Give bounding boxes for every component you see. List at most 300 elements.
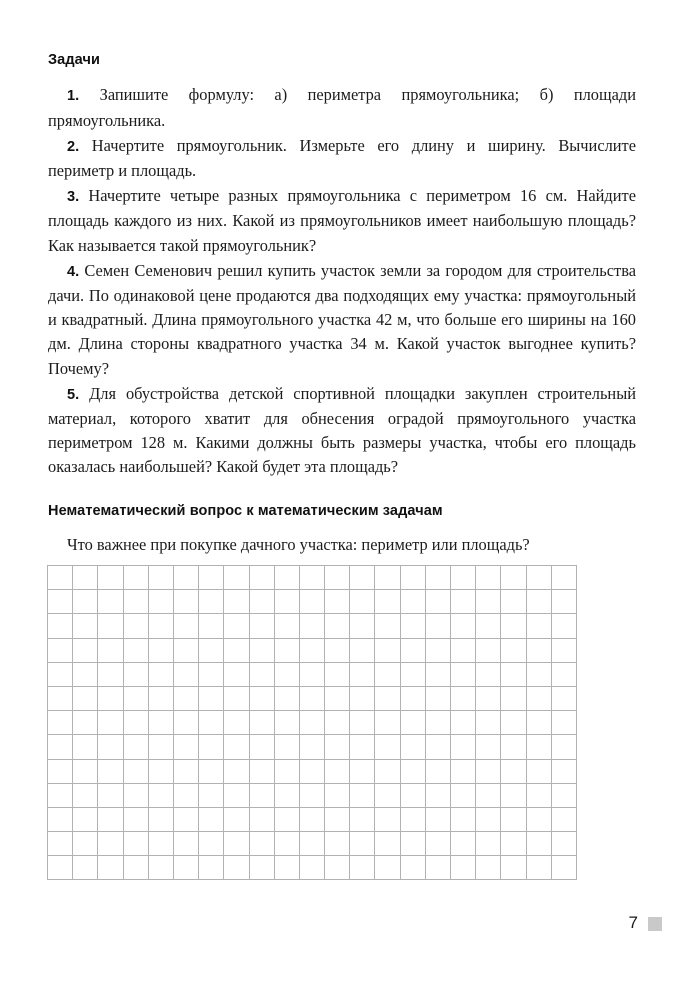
grid-cell[interactable]	[400, 711, 425, 735]
grid-cell[interactable]	[425, 566, 450, 590]
grid-cell[interactable]	[73, 807, 98, 831]
grid-cell[interactable]	[551, 759, 576, 783]
grid-cell[interactable]	[73, 590, 98, 614]
grid-cell[interactable]	[199, 614, 224, 638]
grid-cell[interactable]	[123, 856, 148, 880]
grid-cell[interactable]	[173, 711, 198, 735]
grid-cell[interactable]	[476, 856, 501, 880]
grid-cell[interactable]	[325, 832, 350, 856]
grid-cell[interactable]	[148, 856, 173, 880]
grid-cell[interactable]	[224, 686, 249, 710]
grid-cell[interactable]	[123, 590, 148, 614]
grid-cell[interactable]	[526, 735, 551, 759]
grid-cell[interactable]	[526, 590, 551, 614]
grid-cell[interactable]	[249, 711, 274, 735]
grid-cell[interactable]	[476, 807, 501, 831]
grid-cell[interactable]	[425, 807, 450, 831]
grid-cell[interactable]	[274, 614, 299, 638]
grid-cell[interactable]	[148, 735, 173, 759]
grid-row	[48, 614, 577, 638]
grid-cell[interactable]	[123, 807, 148, 831]
grid-cell[interactable]	[350, 711, 375, 735]
grid-cell[interactable]	[98, 566, 123, 590]
grid-cell[interactable]	[501, 686, 526, 710]
grid-cell[interactable]	[325, 783, 350, 807]
grid-cell[interactable]	[325, 614, 350, 638]
grid-cell[interactable]	[173, 686, 198, 710]
grid-cell[interactable]	[451, 566, 476, 590]
grid-cell[interactable]	[375, 783, 400, 807]
grid-cell[interactable]	[501, 735, 526, 759]
grid-cell[interactable]	[375, 566, 400, 590]
grid-cell[interactable]	[526, 711, 551, 735]
grid-cell[interactable]	[224, 735, 249, 759]
grid-cell[interactable]	[48, 856, 73, 880]
grid-cell[interactable]	[350, 856, 375, 880]
grid-cell[interactable]	[199, 686, 224, 710]
grid-row	[48, 590, 577, 614]
grid-cell[interactable]	[400, 686, 425, 710]
grid-cell[interactable]	[98, 807, 123, 831]
grid-cell[interactable]	[249, 638, 274, 662]
grid-cell[interactable]	[173, 735, 198, 759]
grid-cell[interactable]	[425, 638, 450, 662]
grid-cell[interactable]	[274, 711, 299, 735]
grid-cell[interactable]	[48, 662, 73, 686]
grid-cell[interactable]	[299, 566, 324, 590]
page-number: 7	[628, 913, 638, 932]
grid-cell[interactable]	[501, 711, 526, 735]
grid-cell[interactable]	[48, 832, 73, 856]
grid-cell[interactable]	[451, 807, 476, 831]
grid-cell[interactable]	[199, 856, 224, 880]
grid-cell[interactable]	[173, 638, 198, 662]
grid-cell[interactable]	[350, 614, 375, 638]
grid-cell[interactable]	[425, 735, 450, 759]
grid-cell[interactable]	[551, 590, 576, 614]
grid-cell[interactable]	[148, 638, 173, 662]
grid-cell[interactable]	[98, 590, 123, 614]
grid-cell[interactable]	[476, 759, 501, 783]
grid-cell[interactable]	[98, 686, 123, 710]
grid-cell[interactable]	[526, 783, 551, 807]
grid-cell[interactable]	[73, 856, 98, 880]
grid-cell[interactable]	[199, 566, 224, 590]
grid-cell[interactable]	[98, 759, 123, 783]
grid-cell[interactable]	[199, 735, 224, 759]
grid-row	[48, 735, 577, 759]
grid-cell[interactable]	[249, 566, 274, 590]
grid-cell[interactable]	[249, 807, 274, 831]
grid-cell[interactable]	[299, 590, 324, 614]
grid-cell[interactable]	[123, 566, 148, 590]
grid-cell[interactable]	[73, 759, 98, 783]
grid-row	[48, 662, 577, 686]
problem-number: 2.	[67, 138, 80, 155]
grid-cell[interactable]	[299, 807, 324, 831]
grid-cell[interactable]	[551, 566, 576, 590]
grid-row	[48, 638, 577, 662]
grid-cell[interactable]	[299, 832, 324, 856]
grid-cell[interactable]	[173, 856, 198, 880]
grid-cell[interactable]	[476, 590, 501, 614]
grid-cell[interactable]	[148, 711, 173, 735]
content-column	[48, 52, 636, 557]
grid-cell[interactable]	[148, 686, 173, 710]
grid-cell[interactable]	[73, 783, 98, 807]
grid-cell[interactable]	[123, 686, 148, 710]
grid-row	[48, 566, 577, 590]
grid-cell[interactable]	[501, 566, 526, 590]
grid-cell[interactable]	[224, 566, 249, 590]
grid-cell[interactable]	[375, 638, 400, 662]
grid-cell[interactable]	[98, 783, 123, 807]
grid-cell[interactable]	[299, 686, 324, 710]
grid-cell[interactable]	[98, 856, 123, 880]
grid-cell[interactable]	[526, 614, 551, 638]
grid-cell[interactable]	[350, 735, 375, 759]
grid-cell[interactable]	[476, 686, 501, 710]
grid-cell[interactable]	[73, 614, 98, 638]
grid-cell[interactable]	[274, 590, 299, 614]
grid-cell[interactable]	[73, 711, 98, 735]
grid-cell[interactable]	[375, 662, 400, 686]
grid-cell[interactable]	[199, 807, 224, 831]
grid-cell[interactable]	[148, 662, 173, 686]
grid-cell[interactable]	[350, 686, 375, 710]
grid-cell[interactable]	[325, 566, 350, 590]
grid-cell[interactable]	[249, 614, 274, 638]
grid-cell[interactable]	[48, 638, 73, 662]
grid-cell[interactable]	[451, 614, 476, 638]
grid-cell[interactable]	[98, 711, 123, 735]
grid-cell[interactable]	[375, 832, 400, 856]
grid-cell[interactable]	[551, 807, 576, 831]
grid-cell[interactable]	[325, 735, 350, 759]
grid-cell[interactable]	[199, 638, 224, 662]
grid-cell[interactable]	[98, 638, 123, 662]
grid-cell[interactable]	[375, 759, 400, 783]
grid-cell[interactable]	[476, 638, 501, 662]
grid-cell[interactable]	[173, 832, 198, 856]
grid-cell[interactable]	[375, 735, 400, 759]
grid-cell[interactable]	[501, 662, 526, 686]
grid-cell[interactable]	[501, 856, 526, 880]
grid-row	[48, 711, 577, 735]
grid-cell[interactable]	[501, 783, 526, 807]
grid-row	[48, 856, 577, 880]
grid-cell[interactable]	[123, 638, 148, 662]
grid-cell[interactable]	[299, 638, 324, 662]
grid-cell[interactable]	[375, 711, 400, 735]
grid-cell[interactable]	[526, 807, 551, 831]
grid-cell[interactable]	[274, 662, 299, 686]
grid-cell[interactable]	[325, 662, 350, 686]
grid-cell[interactable]	[224, 856, 249, 880]
grid-cell[interactable]	[199, 662, 224, 686]
problem-item	[48, 83, 636, 132]
grid-cell[interactable]	[148, 807, 173, 831]
grid-cell[interactable]	[551, 832, 576, 856]
grid-cell[interactable]	[425, 856, 450, 880]
grid-cell[interactable]	[451, 686, 476, 710]
grid-cell[interactable]	[400, 807, 425, 831]
grid-table	[47, 565, 577, 880]
grid-cell[interactable]	[400, 638, 425, 662]
grid-cell[interactable]	[425, 662, 450, 686]
grid-cell[interactable]	[299, 735, 324, 759]
grid-cell[interactable]	[148, 783, 173, 807]
problem-text: Начертите четыре разных прямоугольника с периметром 16 см. Найдите площадь каждого из них. Какой из прямоугольников имеет наибольшую площадь? Как называется такой прямоугольник?	[48, 186, 636, 255]
grid-cell[interactable]	[451, 662, 476, 686]
grid-cell[interactable]	[375, 856, 400, 880]
grid-cell[interactable]	[249, 856, 274, 880]
grid-cell[interactable]	[249, 832, 274, 856]
grid-cell[interactable]	[551, 783, 576, 807]
grid-cell[interactable]	[173, 614, 198, 638]
grid-cell[interactable]	[48, 566, 73, 590]
grid-cell[interactable]	[350, 590, 375, 614]
grid-cell[interactable]	[451, 856, 476, 880]
grid-cell[interactable]	[350, 566, 375, 590]
grid-cell[interactable]	[48, 807, 73, 831]
grid-cell[interactable]	[451, 832, 476, 856]
grid-cell[interactable]	[350, 759, 375, 783]
grid-cell[interactable]	[224, 711, 249, 735]
grid-cell[interactable]	[526, 759, 551, 783]
grid-cell[interactable]	[400, 590, 425, 614]
grid-cell[interactable]	[224, 807, 249, 831]
grid-cell[interactable]	[274, 759, 299, 783]
grid-cell[interactable]	[274, 807, 299, 831]
grid-cell[interactable]	[350, 662, 375, 686]
grid-cell[interactable]	[501, 638, 526, 662]
grid-cell[interactable]	[148, 590, 173, 614]
grid-cell[interactable]	[224, 832, 249, 856]
section-spacer	[48, 481, 636, 503]
grid-cell[interactable]	[48, 711, 73, 735]
grid-cell[interactable]	[98, 735, 123, 759]
grid-cell[interactable]	[476, 566, 501, 590]
grid-cell[interactable]	[274, 783, 299, 807]
grid-cell[interactable]	[350, 783, 375, 807]
problem-item	[48, 382, 636, 480]
grid-cell[interactable]	[199, 783, 224, 807]
grid-cell[interactable]	[173, 759, 198, 783]
grid-body	[48, 566, 577, 880]
exercise-grid	[47, 565, 577, 880]
problem-item	[48, 184, 636, 258]
grid-cell[interactable]	[173, 783, 198, 807]
grid-cell[interactable]	[451, 759, 476, 783]
grid-cell[interactable]	[425, 832, 450, 856]
grid-cell[interactable]	[400, 832, 425, 856]
grid-cell[interactable]	[148, 832, 173, 856]
grid-cell[interactable]	[249, 735, 274, 759]
grid-cell[interactable]	[325, 759, 350, 783]
grid-cell[interactable]	[199, 590, 224, 614]
grid-cell[interactable]	[73, 566, 98, 590]
grid-cell[interactable]	[123, 783, 148, 807]
grid-cell[interactable]	[501, 759, 526, 783]
grid-cell[interactable]	[400, 662, 425, 686]
grid-row	[48, 759, 577, 783]
grid-cell[interactable]	[299, 759, 324, 783]
grid-cell[interactable]	[73, 686, 98, 710]
grid-cell[interactable]	[551, 735, 576, 759]
grid-cell[interactable]	[375, 807, 400, 831]
grid-cell[interactable]	[425, 783, 450, 807]
grid-cell[interactable]	[98, 614, 123, 638]
grid-cell[interactable]	[299, 662, 324, 686]
grid-cell[interactable]	[501, 807, 526, 831]
grid-cell[interactable]	[375, 590, 400, 614]
grid-cell[interactable]	[400, 614, 425, 638]
grid-cell[interactable]	[425, 686, 450, 710]
grid-cell[interactable]	[501, 832, 526, 856]
grid-cell[interactable]	[73, 662, 98, 686]
grid-cell[interactable]	[501, 614, 526, 638]
grid-cell[interactable]	[299, 614, 324, 638]
grid-cell[interactable]	[526, 662, 551, 686]
grid-cell[interactable]	[98, 832, 123, 856]
grid-cell[interactable]	[224, 783, 249, 807]
grid-cell[interactable]	[148, 759, 173, 783]
problem-text: Семен Семенович решил купить участок земли за городом для строительства дачи. По одинаковой цене продаются два подходящих ему участка: прямоугольный и квадратный. Длина прямоугольного участка 42 м, что больше его ширины на 160 дм. Длина стороны квадратного участка 34 м. Какой участок выгоднее купить? Почему?	[48, 260, 636, 378]
grid-cell[interactable]	[224, 759, 249, 783]
nonmath-question-text: Что важнее при покупке дачного участка: периметр или площадь?	[67, 535, 530, 555]
grid-cell[interactable]	[148, 614, 173, 638]
grid-cell[interactable]	[325, 590, 350, 614]
grid-cell[interactable]	[476, 783, 501, 807]
grid-cell[interactable]	[551, 711, 576, 735]
grid-cell[interactable]	[400, 783, 425, 807]
grid-cell[interactable]	[48, 783, 73, 807]
grid-cell[interactable]	[48, 686, 73, 710]
grid-cell[interactable]	[350, 807, 375, 831]
grid-cell[interactable]	[526, 566, 551, 590]
grid-cell[interactable]	[274, 856, 299, 880]
grid-cell[interactable]	[48, 614, 73, 638]
grid-cell[interactable]	[73, 735, 98, 759]
grid-cell[interactable]	[325, 711, 350, 735]
grid-cell[interactable]	[98, 662, 123, 686]
grid-cell[interactable]	[249, 662, 274, 686]
grid-cell[interactable]	[249, 590, 274, 614]
problem-item	[48, 134, 636, 183]
grid-cell[interactable]	[451, 783, 476, 807]
grid-cell[interactable]	[400, 735, 425, 759]
grid-cell[interactable]	[551, 686, 576, 710]
grid-cell[interactable]	[274, 638, 299, 662]
grid-cell[interactable]	[249, 759, 274, 783]
problem-text: Начертите прямоугольник. Измерьте его длину и ширину. Вычислите периметр и площадь.	[48, 135, 636, 180]
grid-cell[interactable]	[425, 590, 450, 614]
grid-cell[interactable]	[173, 590, 198, 614]
grid-cell[interactable]	[501, 590, 526, 614]
grid-cell[interactable]	[123, 735, 148, 759]
page-footer	[0, 912, 700, 942]
grid-cell[interactable]	[123, 759, 148, 783]
grid-cell[interactable]	[400, 759, 425, 783]
grid-cell[interactable]	[375, 614, 400, 638]
grid-cell[interactable]	[551, 614, 576, 638]
grid-cell[interactable]	[274, 686, 299, 710]
grid-cell[interactable]	[325, 638, 350, 662]
grid-cell[interactable]	[350, 638, 375, 662]
grid-cell[interactable]	[73, 832, 98, 856]
grid-cell[interactable]	[148, 566, 173, 590]
grid-cell[interactable]	[224, 638, 249, 662]
grid-cell[interactable]	[526, 686, 551, 710]
problem-text: Для обустройства детской спортивной площадки закуплен строительный материал, которого хватит для обнесения оградой прямоугольного участка периметром 128 м. Какими должны быть размеры участка, чтобы его площадь оказалась наибольшей? Какой будет эта площадь?	[48, 383, 636, 477]
grid-cell[interactable]	[73, 638, 98, 662]
grid-cell[interactable]	[476, 735, 501, 759]
grid-cell[interactable]	[526, 856, 551, 880]
grid-cell[interactable]	[249, 686, 274, 710]
grid-cell[interactable]	[199, 832, 224, 856]
grid-cell[interactable]	[123, 614, 148, 638]
grid-cell[interactable]	[375, 686, 400, 710]
grid-cell[interactable]	[451, 711, 476, 735]
grid-cell[interactable]	[274, 832, 299, 856]
grid-cell[interactable]	[476, 614, 501, 638]
grid-cell[interactable]	[224, 614, 249, 638]
grid-cell[interactable]	[325, 686, 350, 710]
grid-cell[interactable]	[224, 662, 249, 686]
grid-cell[interactable]	[526, 832, 551, 856]
grid-cell[interactable]	[476, 711, 501, 735]
grid-cell[interactable]	[249, 783, 274, 807]
grid-cell[interactable]	[551, 662, 576, 686]
grid-cell[interactable]	[451, 638, 476, 662]
grid-cell[interactable]	[299, 711, 324, 735]
grid-cell[interactable]	[173, 566, 198, 590]
grid-cell[interactable]	[48, 735, 73, 759]
grid-cell[interactable]	[425, 711, 450, 735]
grid-cell[interactable]	[123, 711, 148, 735]
grid-cell[interactable]	[299, 856, 324, 880]
grid-cell[interactable]	[425, 759, 450, 783]
grid-cell[interactable]	[551, 638, 576, 662]
grid-cell[interactable]	[551, 856, 576, 880]
grid-cell[interactable]	[325, 807, 350, 831]
grid-cell[interactable]	[173, 662, 198, 686]
grid-cell[interactable]	[350, 832, 375, 856]
grid-cell[interactable]	[325, 856, 350, 880]
grid-cell[interactable]	[123, 832, 148, 856]
grid-cell[interactable]	[173, 807, 198, 831]
grid-cell[interactable]	[48, 759, 73, 783]
grid-cell[interactable]	[224, 590, 249, 614]
grid-cell[interactable]	[199, 711, 224, 735]
grid-cell[interactable]	[274, 735, 299, 759]
grid-cell[interactable]	[451, 735, 476, 759]
grid-cell[interactable]	[199, 759, 224, 783]
grid-cell[interactable]	[451, 590, 476, 614]
grid-cell[interactable]	[123, 662, 148, 686]
grid-cell[interactable]	[48, 590, 73, 614]
problem-number: 5.	[67, 386, 80, 403]
grid-cell[interactable]	[400, 566, 425, 590]
grid-cell[interactable]	[425, 614, 450, 638]
grid-cell[interactable]	[476, 832, 501, 856]
grid-cell[interactable]	[400, 856, 425, 880]
grid-cell[interactable]	[526, 638, 551, 662]
grid-cell[interactable]	[274, 566, 299, 590]
grid-cell[interactable]	[476, 662, 501, 686]
grid-cell[interactable]	[299, 783, 324, 807]
